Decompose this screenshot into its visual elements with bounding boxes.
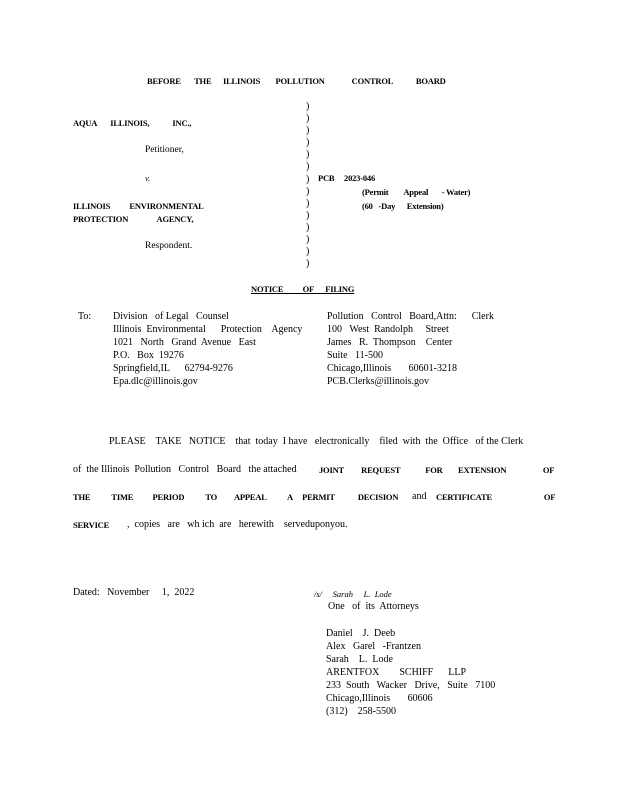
respondent-name-line2: PROTECTION AGENCY, — [73, 214, 194, 224]
respondent-role: Respondent. — [145, 241, 193, 251]
address-line: Suite 11-500 — [327, 350, 384, 361]
firm-phone: (312) 258-5500 — [326, 706, 396, 717]
body-line-3-and: and — [412, 491, 427, 502]
firm-name: ARENTFOX SCHIFF LLP — [326, 667, 467, 678]
versus-label: v. — [145, 173, 151, 183]
attorney-line: Daniel J. Deeb — [326, 628, 396, 639]
firm-city: Chicago,Illinois 60606 — [326, 693, 433, 704]
body-line-2-bold: JOINT REQUEST FOR EXTENSION OF — [319, 465, 555, 475]
email-address: Epa.dlc@illinois.gov — [113, 376, 198, 387]
address-line: Springfield,IL 62794-9276 — [113, 363, 233, 374]
body-line-3-bold-2: CERTIFICATE OF — [436, 492, 556, 502]
respondent-name-line1: ILLINOIS ENVIRONMENTAL — [73, 201, 204, 211]
dated-line: Dated: November 1, 2022 — [73, 587, 195, 598]
body-line-2: of the Illinois Pollution Control Board the attached — [73, 464, 297, 475]
service-address-iepa — [113, 311, 302, 388]
firm-address: 233 South Wacker Drive, Suite 7100 — [326, 680, 496, 691]
address-line: Illinois Environmental Protection Agency — [113, 324, 303, 335]
email-address: PCB.Clerks@illinois.gov — [327, 376, 430, 387]
body-line-4: , copies are wh ich are herewith serveduponyou. — [127, 519, 348, 530]
court-heading: BEFORE THE ILLINOIS POLLUTION CONTROL BOARD — [147, 76, 446, 86]
address-line: Division of Legal Counsel — [113, 311, 229, 322]
case-number: PCB 2023-046 — [318, 173, 376, 183]
caption-parentheses: ) ) ) ) ) ) ) ) ) ) ) ) ) ) — [306, 101, 310, 270]
address-line: Pollution Control Board,Attn: Clerk — [327, 311, 494, 322]
petitioner-name: AQUA ILLINOIS, INC., — [73, 118, 192, 128]
to-label: To: — [78, 311, 92, 322]
petitioner-role: Petitioner, — [145, 145, 184, 155]
attorney-role: One of its Attorneys — [328, 601, 419, 612]
body-line-1: PLEASE TAKE NOTICE that today I have electronically filed with the Office of the Clerk — [109, 436, 524, 447]
address-line: James R. Thompson Center — [327, 337, 453, 348]
attorney-list — [326, 628, 495, 718]
case-description-line1: (Permit Appeal - Water) — [362, 187, 471, 197]
address-line: P.O. Box 19276 — [113, 350, 184, 361]
address-line: 100 West Randolph Street — [327, 324, 449, 335]
notice-title: NOTICE OF FILING — [251, 284, 355, 294]
body-line-4-bold: SERVICE — [73, 520, 110, 530]
address-line: Chicago,Illinois 60601-3218 — [327, 363, 457, 374]
attorney-line: Alex Garel -Frantzen — [326, 641, 421, 652]
service-address-pcb — [327, 311, 494, 388]
attorney-line: Sarah L. Lode — [326, 654, 393, 665]
body-line-3-bold: THE TIME PERIOD TO APPEAL A PERMIT DECISION — [73, 492, 399, 502]
address-line: 1021 North Grand Avenue East — [113, 337, 256, 348]
electronic-signature: /s/ Sarah L. Lode — [314, 589, 392, 599]
case-description-line2: (60 -Day Extension) — [362, 201, 444, 211]
